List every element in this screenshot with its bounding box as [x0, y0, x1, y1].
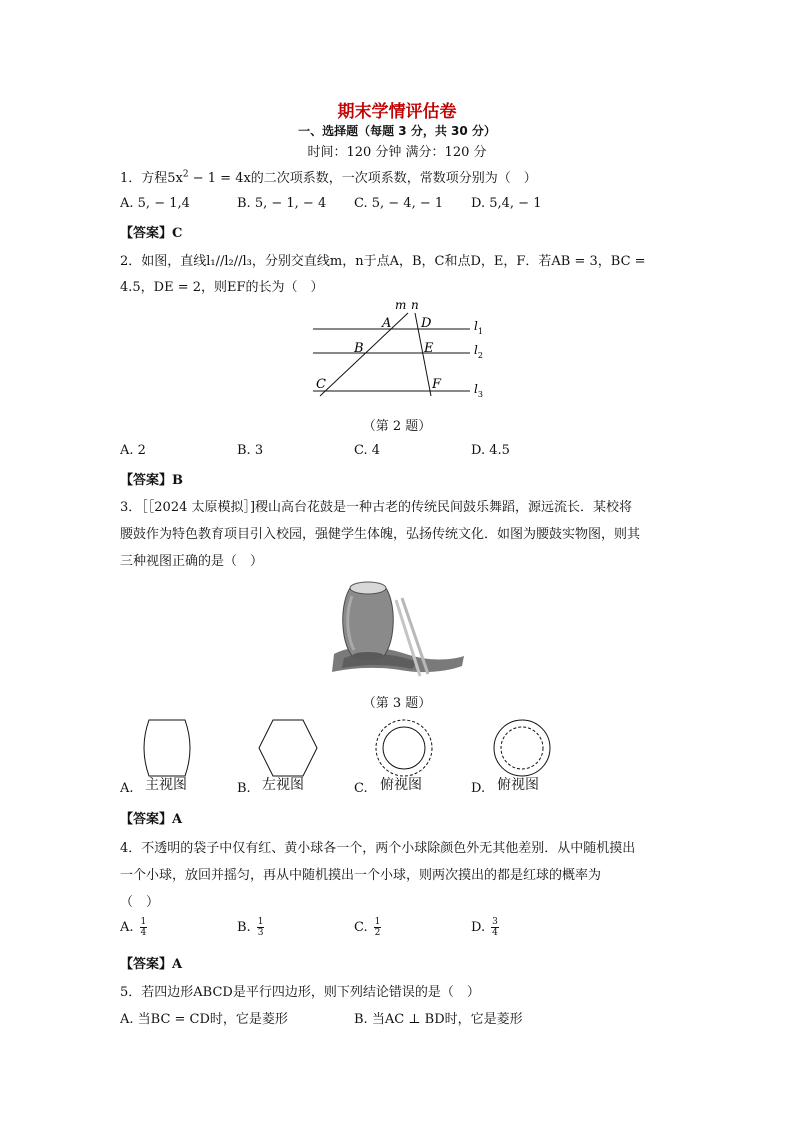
q3-option-d-label: 俯视图	[497, 777, 539, 793]
waist-drum-photo	[326, 576, 468, 680]
label-l2: $l_2$	[474, 343, 483, 360]
point-a: A	[382, 316, 392, 331]
point-f: F	[432, 377, 442, 392]
exam-meta: 时间：120 分钟 满分：120 分	[307, 145, 487, 160]
question-3-stem-line1: 3．［［2024 太原模拟］]稷山高台花鼓是一种古老的传统民间鼓乐舞蹈，源远流长．某校将	[120, 500, 633, 515]
point-d: D	[421, 316, 432, 331]
q5-option-b: B. 当AC ⊥ BD时，它是菱形	[354, 1012, 523, 1027]
figure-3-caption: （第 3 题）	[362, 696, 432, 711]
question-2-stem-line1: 2．如图，直线l₁//l₂//l₃，分别交直线m，n于点A，B，C和点D，E，F．若AB = 3，BC =	[120, 254, 646, 269]
q4-option-b-fraction: $\frac{1}{3}$	[257, 917, 264, 938]
figure-2-caption: （第 2 题）	[362, 419, 432, 434]
q4-option-c: C. $\frac{1}{2}$	[354, 917, 381, 938]
section-heading: 一、选择题（每题 3 分，共 30 分）	[298, 124, 496, 138]
q3-option-d-letter: D.	[471, 781, 486, 796]
question-4-stem-line3: （ ）	[120, 895, 160, 910]
q1-option-b: B. 5, − 1, − 4	[237, 196, 327, 211]
point-e: E	[424, 341, 434, 356]
q3-option-c-letter: C.	[354, 781, 368, 796]
q4-option-b: B. $\frac{1}{3}$	[237, 917, 264, 938]
q3-option-b-label: 左视图	[262, 777, 304, 793]
q3-option-a-label: 主视图	[145, 777, 187, 793]
q4-option-d: D. $\frac{3}{4}$	[471, 917, 498, 938]
q1-option-d: D. 5,4, − 1	[471, 196, 542, 211]
parallel-lines-figure	[300, 296, 500, 408]
q4-option-c-fraction: $\frac{1}{2}$	[374, 917, 381, 938]
option-c-circle-view	[373, 717, 435, 779]
q2-option-c: C. 4	[354, 443, 381, 458]
label-l1: $l_1$	[474, 319, 483, 336]
q1-option-c: C. 5, − 4, − 1	[354, 196, 444, 211]
question-2-stem-line2: 4.5，DE = 2，则EF的长为（ ）	[120, 280, 324, 295]
question-3-stem-line3: 三种视图正确的是（ ）	[120, 554, 264, 569]
question-5-stem: 5．若四边形ABCD是平行四边形，则下列结论错误的是（ ）	[120, 985, 480, 1000]
q2-option-b: B. 3	[237, 443, 264, 458]
line-m	[320, 313, 408, 396]
q2-option-d: D. 4.5	[471, 443, 510, 458]
question-4-stem-line2: 一个小球，放回并摇匀，再从中随机摸出一个小球，则两次摸出的都是红球的概率为	[120, 868, 602, 883]
q4-option-d-fraction: $\frac{3}{4}$	[492, 917, 498, 938]
label-l3: $l_3$	[474, 382, 483, 399]
point-b: B	[354, 341, 364, 356]
q4-answer: 【答案】A	[120, 957, 183, 972]
point-c: C	[316, 377, 326, 392]
q5-option-a: A. 当BC = CD时，它是菱形	[120, 1012, 288, 1027]
option-a-barrel-view	[139, 717, 195, 779]
label-m: m	[395, 298, 407, 312]
q2-answer: 【答案】B	[120, 473, 183, 488]
option-d-circle-view	[491, 717, 553, 779]
question-3-stem-line2: 腰鼓作为特色教育项目引入校园，强健学生体魄，弘扬传统文化．如图为腰鼓实物图，则其	[120, 527, 641, 542]
label-n: n	[411, 298, 419, 312]
q3-option-c-label: 俯视图	[380, 777, 422, 793]
q3-option-b-letter: B.	[237, 781, 251, 796]
option-b-hexagon-view	[257, 717, 319, 779]
q4-option-a: A. $\frac{1}{4}$	[120, 917, 147, 938]
q1-answer: 【答案】C	[120, 226, 183, 241]
question-1-stem: 1．方程$5x^2 - 1 = 4x$的二次项系数，一次项系数，常数项分别为（ ）	[120, 169, 537, 186]
drum-head	[350, 582, 386, 594]
page-title: 期末学情评估卷	[337, 102, 457, 122]
q1-option-a: A. 5, − 1,4	[120, 196, 190, 211]
q3-answer: 【答案】A	[120, 812, 183, 827]
question-4-stem-line1: 4．不透明的袋子中仅有红、黄小球各一个，两个小球除颜色外无其他差别．从中随机摸出	[120, 841, 636, 856]
q4-option-a-fraction: $\frac{1}{4}$	[140, 917, 147, 938]
q2-option-a: A. 2	[120, 443, 146, 458]
q3-option-a-letter: A.	[120, 781, 134, 796]
